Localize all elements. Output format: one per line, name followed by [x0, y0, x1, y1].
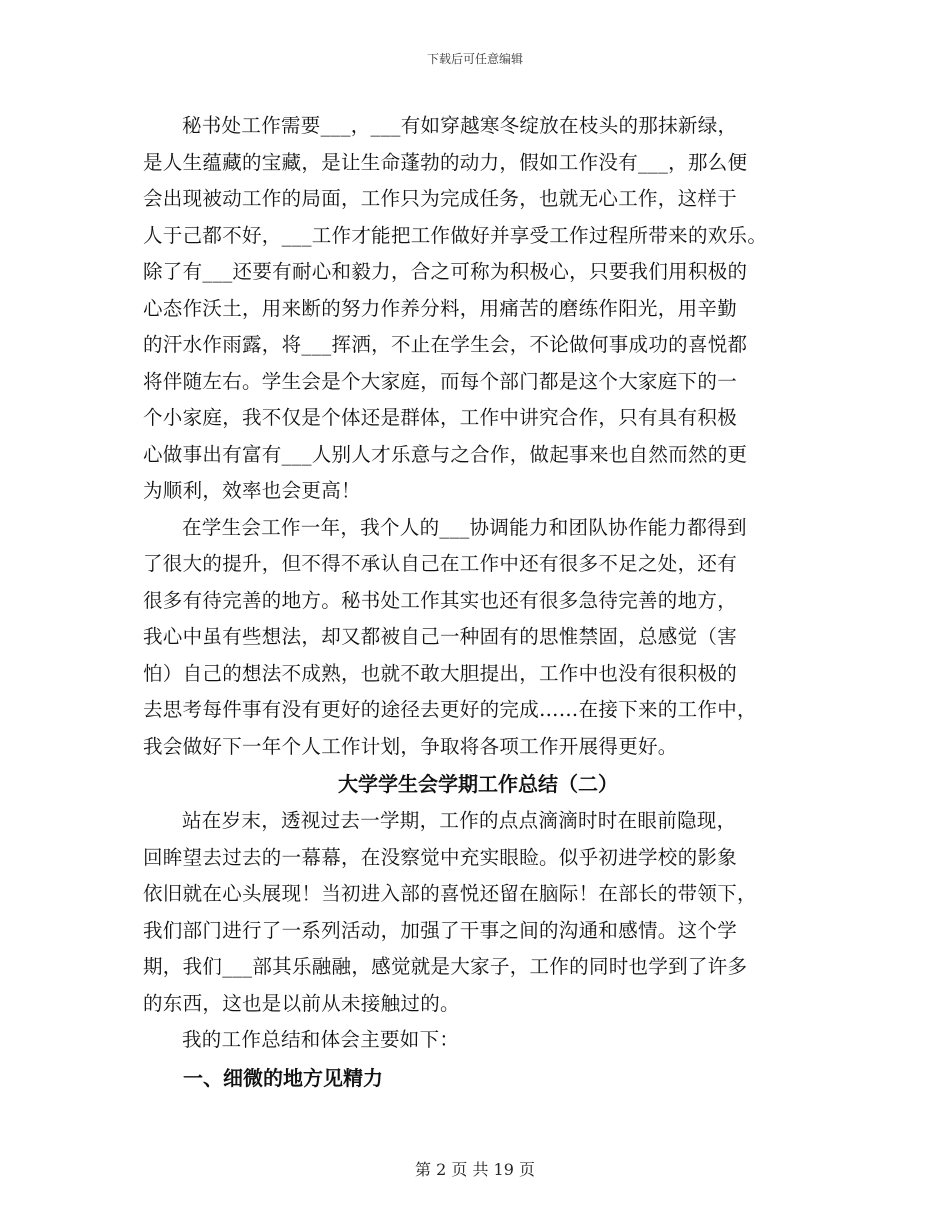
text-line: 将伴随左右。学生会是个大家庭，而每个部门都是这个大家庭下的一: [143, 369, 738, 393]
page-header: 下载后可任意编辑: [426, 52, 523, 66]
section-title: 大学学生会学期工作总结（二）: [338, 772, 618, 796]
text-line: 怕）自己的想法不成熟，也就不敢大胆提出，工作中也没有很积极的: [143, 661, 738, 685]
text-line: 秘书处工作需要___，___有如穿越寒冬绽放在枝头的那抹新绿，: [182, 114, 738, 137]
text-line: 我的工作总结和体会主要如下：: [182, 1028, 460, 1051]
text-line: 很多有待完善的地方。秘书处工作其实也还有很多急待完善的地方，: [143, 588, 738, 612]
paragraph-3: [143, 803, 813, 1022]
text-line: 除了有___还要有耐心和毅力，合之可称为积极心，只要我们用积极的: [143, 260, 748, 283]
text-line: 去思考每件事有没有更好的途径去更好的完成……在接下来的工作中，: [143, 698, 757, 721]
text-line: 的汗水作雨露，将___挥洒，不止在学生会，不论做何事成功的喜悦都: [143, 333, 748, 356]
text-line: 我会做好下一年个人工作计划，争取将各项工作开展得更好。: [143, 734, 678, 758]
text-line: 在学生会工作一年，我个人的___协调能力和团队协作能力都得到: [182, 515, 747, 539]
text-line: 站在岁末，透视过去一学期，工作的点点滴滴时时在眼前隐现，: [182, 809, 737, 832]
text-line: 心做事出有富有___人别人才乐意与之合作，做起事来也自然而然的更: [143, 442, 748, 466]
text-line: 期，我们___部其乐融融，感觉就是大家子，工作的同时也学到了许多: [143, 955, 748, 978]
text-line: 会出现被动工作的局面，工作只为完成任务，也就无心工作，这样于: [143, 187, 738, 210]
text-line: 心态作沃土，用来断的努力作养分料，用痛苦的磨练作阳光，用辛勤: [143, 296, 738, 320]
text-line: 我们部门进行了一系列活动，加强了干事之间的沟通和感情。这个学: [143, 918, 738, 942]
text-line: 是人生蕴藏的宝藏，是让生命蓬勃的动力，假如工作没有___，那么便: [143, 150, 748, 174]
text-line: 我心中虽有些想法，却又都被自己一种固有的思惟禁固，总感觉（害: [143, 625, 738, 648]
text-line: 依旧就在心头展现！当初进入部的喜悦还留在脑际！在部长的带领下，: [143, 882, 757, 905]
paragraph-2: [143, 510, 813, 766]
text-line: 人于己都不好，___工作才能把工作做好并享受工作过程所带来的欢乐。: [143, 223, 768, 247]
paragraph-1: [143, 108, 813, 510]
text-line: 为顺利，效率也会更高！: [143, 479, 361, 502]
text-line: 回眸望去过去的一幕幕，在没察觉中充实眼睑。似乎初进学校的影象: [143, 845, 738, 869]
sub-heading: 一、细微的地方见精力: [183, 1065, 383, 1090]
paragraph-4: [143, 1022, 813, 1059]
text-line: 了很大的提升，但不得不承认自己在工作中还有很多不足之处，还有: [143, 552, 738, 575]
text-line: 的东西，这也是以前从未接触过的。: [143, 991, 460, 1015]
page-footer: 第 2 页 共 19 页: [415, 1160, 535, 1179]
document-body: [143, 108, 813, 1097]
text-line: 个小家庭，我不仅是个体还是群体，工作中讲究合作，只有具有积极: [143, 406, 738, 429]
